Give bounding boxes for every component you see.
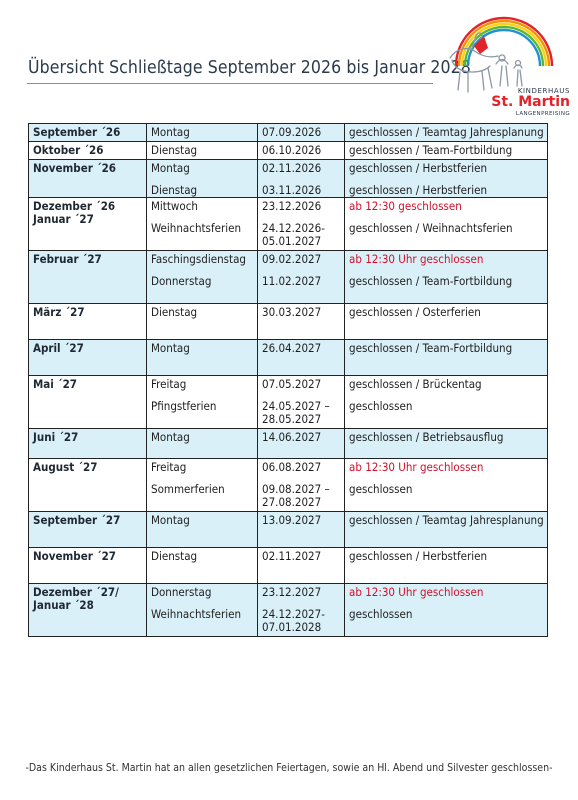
date-value: 28.05.2027 [262, 412, 322, 426]
weekday-cell [147, 304, 258, 340]
month-cell [29, 304, 147, 340]
status-cell [345, 340, 548, 376]
month-cell [29, 124, 147, 142]
weekday-label: Montag [151, 430, 190, 444]
month-label: April ´27 [33, 341, 84, 355]
month-cell [29, 198, 147, 251]
status-text: geschlossen / Betriebsausflug [349, 430, 504, 444]
weekday-cell [147, 376, 258, 429]
closure-days-table-body [29, 124, 548, 637]
month-cell [29, 376, 147, 429]
status-cell [345, 251, 548, 304]
table-row [29, 251, 548, 304]
status-text-highlight: ab 12:30 geschlossen [349, 199, 462, 213]
date-cell [258, 160, 345, 198]
status-text: geschlossen / Team-Fortbildung [349, 274, 513, 288]
logo-name-text: St. Martin [491, 94, 570, 110]
status-text-highlight: ab 12:30 Uhr geschlossen [349, 252, 484, 266]
weekday-cell [147, 198, 258, 251]
weekday-cell [147, 512, 258, 548]
weekday-label: Weihnachtsferien [151, 607, 242, 621]
status-cell [345, 124, 548, 142]
date-value: 27.08.2027 [262, 495, 322, 509]
date-cell [258, 251, 345, 304]
date-cell [258, 584, 345, 637]
rainbow-arc [456, 18, 552, 66]
weekday-label: Freitag [151, 377, 187, 391]
month-cell [29, 340, 147, 376]
table-row [29, 304, 548, 340]
weekday-label: Montag [151, 513, 190, 527]
month-label: Januar ´28 [33, 598, 94, 612]
status-text-highlight: ab 12:30 Uhr geschlossen [349, 460, 484, 474]
date-value: 24.12.2027- [262, 607, 325, 621]
date-value: 07.01.2028 [262, 620, 322, 634]
weekday-label: Freitag [151, 460, 187, 474]
date-value: 30.03.2027 [262, 305, 322, 319]
date-value: 13.09.2027 [262, 513, 322, 527]
weekday-cell [147, 142, 258, 160]
month-label: Oktober ´26 [33, 143, 104, 157]
weekday-label: Dienstag [151, 183, 198, 197]
weekday-label: Montag [151, 161, 190, 175]
month-label: Mai ´27 [33, 377, 77, 391]
status-text: geschlossen / Osterferien [349, 305, 481, 319]
date-value: 06.08.2027 [262, 460, 322, 474]
weekday-label: Dienstag [151, 549, 198, 563]
status-cell [345, 160, 548, 198]
weekday-cell [147, 160, 258, 198]
weekday-label: Pfingstferien [151, 399, 217, 413]
status-text: geschlossen / Team-Fortbildung [349, 341, 513, 355]
table-row [29, 459, 548, 512]
status-text: geschlossen [349, 607, 413, 621]
status-text: geschlossen / Team-Fortbildung [349, 143, 513, 157]
month-cell [29, 459, 147, 512]
table-row [29, 584, 548, 637]
logo-kinderhaus-text: KINDERHAUS [517, 87, 570, 95]
status-text: geschlossen / Herbstferien [349, 183, 488, 197]
month-cell [29, 160, 147, 198]
weekday-label: Montag [151, 125, 190, 139]
date-cell [258, 548, 345, 584]
date-value: 02.11.2027 [262, 549, 322, 563]
month-label: November ´26 [33, 161, 117, 175]
month-cell [29, 584, 147, 637]
status-text: geschlossen / Weihnachtsferien [349, 221, 513, 235]
status-text: geschlossen [349, 399, 413, 413]
date-cell [258, 512, 345, 548]
weekday-label: Dienstag [151, 305, 198, 319]
date-value: 07.09.2026 [262, 125, 322, 139]
weekday-cell [147, 251, 258, 304]
weekday-label: Donnerstag [151, 585, 212, 599]
date-cell [258, 124, 345, 142]
date-cell [258, 459, 345, 512]
table-row [29, 142, 548, 160]
weekday-label: Montag [151, 341, 190, 355]
weekday-label: Faschingsdienstag [151, 252, 246, 266]
date-value: 11.02.2027 [262, 274, 322, 288]
month-cell [29, 429, 147, 459]
footer-note: -Das Kinderhaus St. Martin hat an allen gesetzlichen Feiertagen, sowie an Hl. Abend und Silvester geschlossen- [25, 762, 553, 774]
weekday-label: Weihnachtsferien [151, 221, 242, 235]
date-value: 24.05.2027 – [262, 399, 330, 413]
date-value: 09.08.2027 – [262, 482, 330, 496]
status-cell [345, 429, 548, 459]
table-row [29, 124, 548, 142]
month-cell [29, 251, 147, 304]
weekday-cell [147, 548, 258, 584]
table-row [29, 340, 548, 376]
status-text: geschlossen / Herbstferien [349, 161, 488, 175]
status-cell [345, 459, 548, 512]
date-cell [258, 198, 345, 251]
month-cell [29, 512, 147, 548]
date-cell [258, 304, 345, 340]
month-label: März ´27 [33, 305, 85, 319]
weekday-cell [147, 429, 258, 459]
table-row [29, 512, 548, 548]
date-cell [258, 376, 345, 429]
table-row [29, 376, 548, 429]
title-underline [27, 83, 433, 84]
date-cell [258, 340, 345, 376]
weekday-cell [147, 340, 258, 376]
status-cell [345, 512, 548, 548]
date-value: 09.02.2027 [262, 252, 322, 266]
weekday-cell [147, 124, 258, 142]
date-cell [258, 429, 345, 459]
date-value: 23.12.2026 [262, 199, 322, 213]
status-cell [345, 376, 548, 429]
page-title: Übersicht Schließtage September 2026 bis Januar 2028 [28, 58, 471, 78]
month-label: Dezember ´26 [33, 199, 116, 213]
date-value: 23.12.2027 [262, 585, 322, 599]
status-text: geschlossen / Brückentag [349, 377, 482, 391]
status-cell [345, 304, 548, 340]
date-value: 03.11.2026 [262, 183, 322, 197]
date-value: 05.01.2027 [262, 234, 322, 248]
status-text: geschlossen [349, 482, 413, 496]
status-text: geschlossen / Teamtag Jahresplanung [349, 513, 544, 527]
month-label: Januar ´27 [33, 212, 94, 226]
date-cell [258, 142, 345, 160]
weekday-label: Donnerstag [151, 274, 212, 288]
month-label: September ´26 [33, 125, 121, 139]
table-row [29, 429, 548, 459]
month-label: September ´27 [33, 513, 121, 527]
weekday-label: Dienstag [151, 143, 198, 157]
month-label: August ´27 [33, 460, 98, 474]
weekday-label: Sommerferien [151, 482, 225, 496]
kinderhaus-logo [438, 6, 574, 124]
table-row [29, 160, 548, 198]
status-text: geschlossen / Teamtag Jahresplanung [349, 125, 544, 139]
status-cell [345, 548, 548, 584]
table-row [29, 198, 548, 251]
date-value: 14.06.2027 [262, 430, 322, 444]
status-text: geschlossen / Herbstferien [349, 549, 488, 563]
status-cell [345, 142, 548, 160]
closure-days-table [28, 123, 548, 637]
status-cell [345, 198, 548, 251]
status-cell [345, 584, 548, 637]
month-label: Juni ´27 [33, 430, 79, 444]
weekday-cell [147, 459, 258, 512]
horse-rider-illustration [450, 33, 522, 92]
status-text-highlight: ab 12:30 Uhr geschlossen [349, 585, 484, 599]
weekday-label: Mittwoch [151, 199, 198, 213]
table-row [29, 548, 548, 584]
month-cell [29, 548, 147, 584]
month-cell [29, 142, 147, 160]
month-label: Februar ´27 [33, 252, 102, 266]
date-value: 24.12.2026- [262, 221, 325, 235]
weekday-cell [147, 584, 258, 637]
date-value: 26.04.2027 [262, 341, 322, 355]
logo-place-text: LANGENPREISING [515, 111, 570, 117]
month-label: November ´27 [33, 549, 117, 563]
date-value: 02.11.2026 [262, 161, 322, 175]
date-value: 07.05.2027 [262, 377, 322, 391]
month-label: Dezember ´27/ [33, 585, 119, 599]
date-value: 06.10.2026 [262, 143, 322, 157]
